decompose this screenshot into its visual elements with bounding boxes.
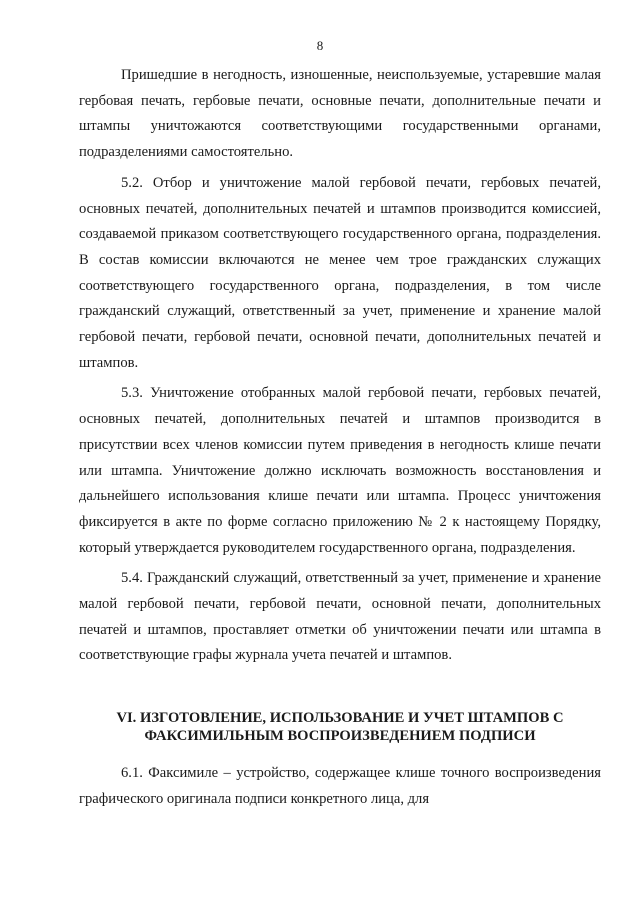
paragraph-5-4: 5.4. Гражданский служащий, ответственный за учет, применение и хранение малой гербовой печати, гербовой печати, основной печати, дополнительных печатей и штампов, проставляет отметки об уничтожении печати или штампа в соответствующие графы журнала учета печатей и штампов. (79, 570, 601, 664)
paragraph-5-3: 5.3. Уничтожение отобранных малой гербовой печати, гербовых печатей, основных печатей, дополнительных печатей и штампов производится в присутствии всех членов комиссии путем приведения в негодность клише печати или штампа. Уничтожение должно исключать возможность восстановления и дальнейшего использования клише печати или штампа. Процесс уничтожения фиксируется в акте по форме согласно приложению № 2 к настоящему Порядку, который утверждается руководителем государственного органа, подразделения. (79, 385, 601, 556)
document-body (79, 63, 601, 818)
section-heading (79, 709, 601, 745)
paragraph-6-1: 6.1. Факсимиле – устройство, содержащее клише точного воспроизведения графического оригинала подписи конкретного лица, для (79, 765, 601, 807)
paragraph-5-2: 5.2. Отбор и уничтожение малой гербовой печати, гербовых печатей, основных печатей, дополнительных печатей и штампов производится комиссией, создаваемой приказом соответствующего государственного органа, подразделения. В состав комиссии включаются не менее чем трое гражданских служащих соответствующего государственного органа, подразделения, в том числе гражданский служащий, ответственный за учет, применение и хранение малой гербовой печати, гербовой печати, основной печати, дополнительных печатей и штампов. (79, 174, 601, 371)
page-number: 8 (316, 38, 324, 53)
section-heading-line-2: ФАКСИМИЛЬНЫМ ВОСПРОИЗВЕДЕНИЕМ ПОДПИСИ (144, 728, 536, 745)
section-heading-line-1: VI. ИЗГОТОВЛЕНИЕ, ИСПОЛЬЗОВАНИЕ И УЧЕТ ШТАМПОВ С (116, 710, 564, 727)
paragraph-destruction-intro: Пришедшие в негодность, изношенные, неиспользуемые, устаревшие малая гербовая печать, гербовые печати, основные печати, дополнительные печати и штампы уничтожаются соответствующими государственными органами, подразделениями самостоятельно. (79, 67, 601, 161)
